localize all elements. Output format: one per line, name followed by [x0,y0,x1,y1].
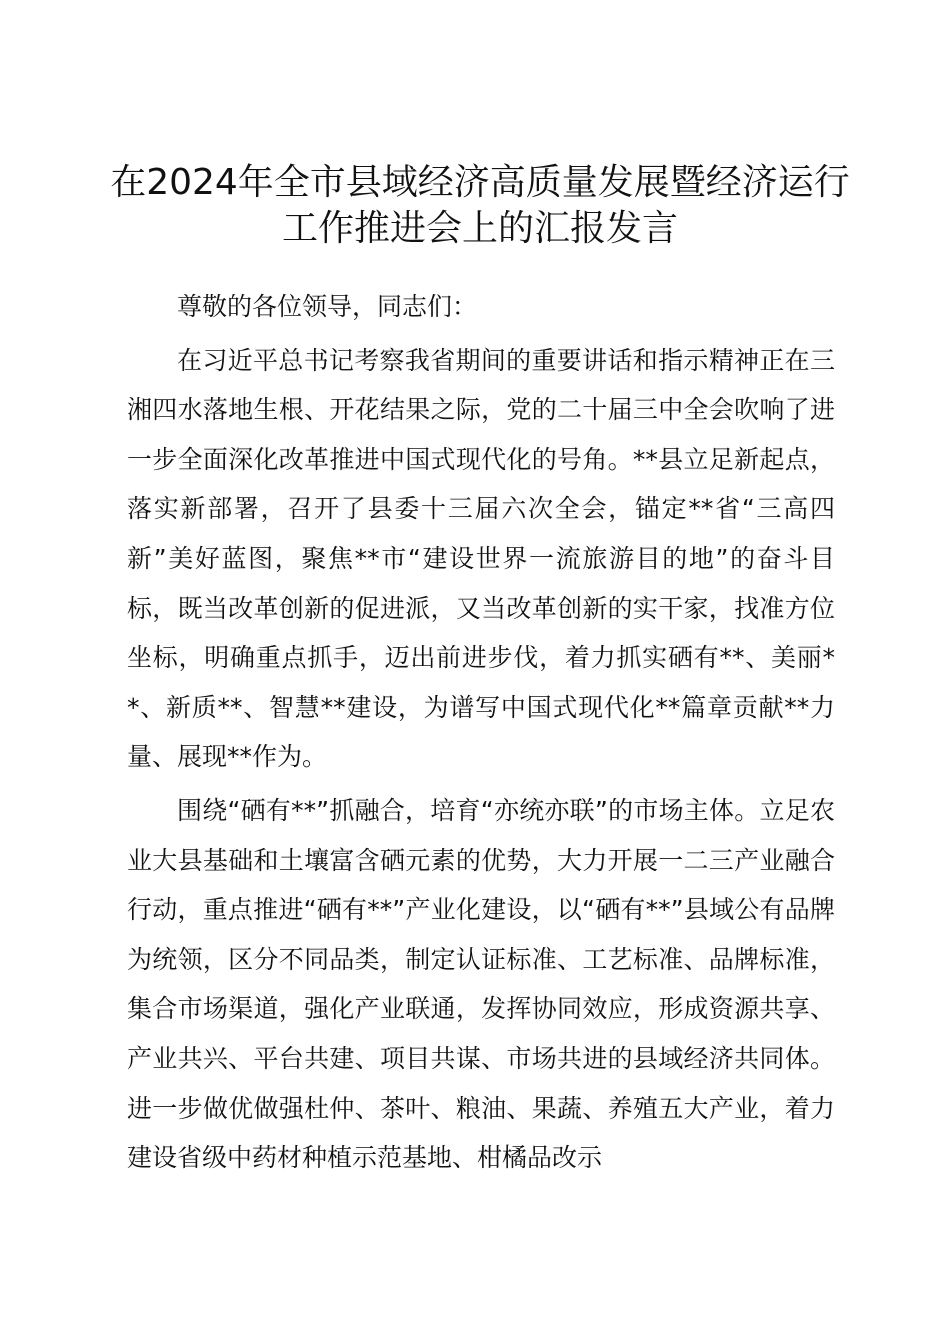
document-title: 在2024年全市县域经济高质量发展暨经济运行工作推进会上的汇报发言 [110,162,850,249]
salutation: 尊敬的各位领导，同志们： [177,292,478,321]
document-body [127,282,835,1183]
paragraph: 围绕“硒有**”抓融合，培育“亦统亦联”的市场主体。立足农业大县基础和土壤富含硒元素的优势，大力开展一二三产业融合行动，重点推进“硒有**”产业化建设，以“硒有**”县域公有品牌为统领，区分不同品类，制定认证标准、工艺标准、品牌标准，集合市场渠道，强化产业联通，发挥协同效应，形成资源共享、产业共兴、平台共建、项目共谋、市场共进的县域经济共同体。进一步做优做强杜仲、茶叶、粮油、果蔬、养殖五大产业，着力建设省级中药材种植示范基地、柑橘品改示 [127,795,835,1173]
paragraph: 在习近平总书记考察我省期间的重要讲话和指示精神正在三湘四水落地生根、开花结果之际，党的二十届三中全会吹响了进一步全面深化改革推进中国式现代化的号角。**县立足新起点，落实新部署，召开了县委十三届六次全会，锚定**省“三高四新”美好蓝图，聚焦**市“建设世界一流旅游目的地”的奋斗目标，既当改革创新的促进派，又当改革创新的实干家，找准方位坐标，明确重点抓手，迈出前进步伐，着力抓实硒有**、美丽**、新质**、智慧**建设，为谱写中国式现代化**篇章贡献**力量、展现**作为。 [127,345,835,772]
